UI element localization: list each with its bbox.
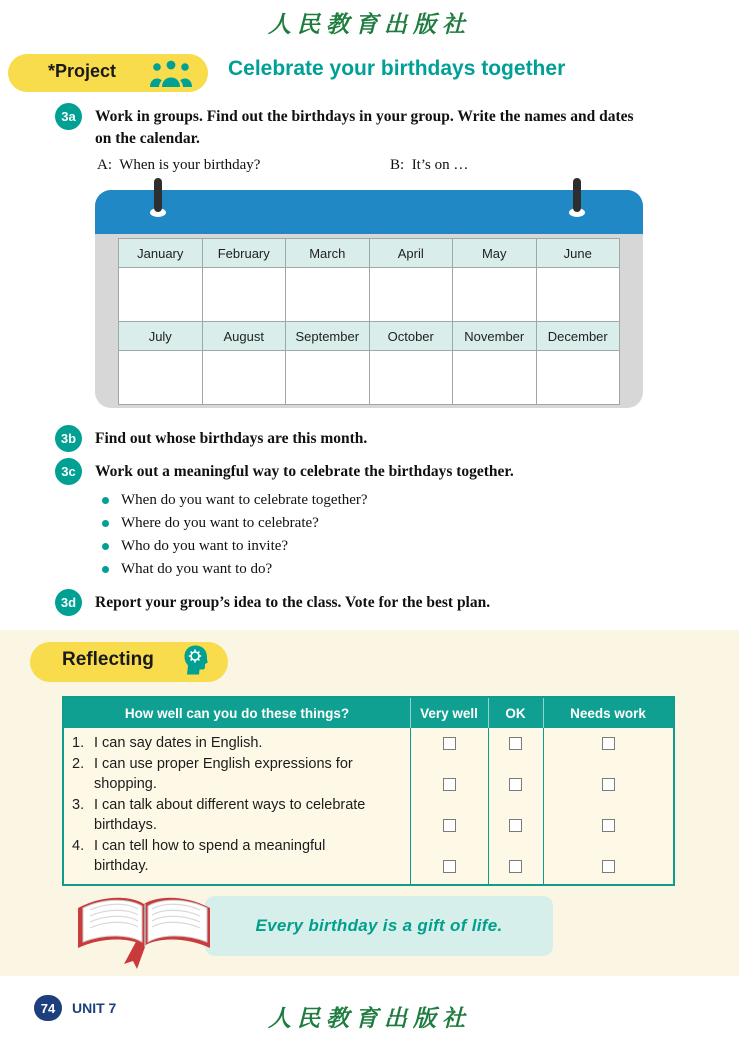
activity-badge-3b: 3b xyxy=(55,425,82,452)
calendar-pin-left-icon xyxy=(150,178,166,224)
bullet-icon xyxy=(102,520,109,527)
dialogue-a-label: A: xyxy=(97,157,112,173)
activity-3d xyxy=(55,588,490,616)
table-row xyxy=(64,795,673,816)
checkbox-very-well[interactable] xyxy=(443,860,456,873)
item-text: birthday. xyxy=(94,858,149,875)
dialogue-b-text: It’s on … xyxy=(411,157,469,173)
table-row xyxy=(64,856,673,877)
checkbox-ok[interactable] xyxy=(509,778,522,791)
activity-3c-instruction: Work out a meaningful way to celebrate the birthdays together. xyxy=(95,463,514,480)
page-number-badge: 74 xyxy=(34,995,62,1021)
month-cell: May xyxy=(453,239,537,268)
write-in-cell xyxy=(453,351,537,405)
checkbox-ok[interactable] xyxy=(509,860,522,873)
table-row xyxy=(64,754,673,775)
activity-3a xyxy=(55,102,647,150)
write-in-cell xyxy=(453,268,537,322)
list-item-text: Where do you want to celebrate? xyxy=(121,515,319,531)
month-cell: November xyxy=(453,322,537,351)
bullet-icon xyxy=(102,543,109,550)
checkbox-needs-work[interactable] xyxy=(602,819,615,832)
item-number: 4. xyxy=(72,837,85,854)
item-text: I can say dates in English. xyxy=(94,735,263,752)
write-in-cell xyxy=(536,351,620,405)
project-label: *Project xyxy=(48,61,117,81)
calendar xyxy=(95,190,643,408)
month-cell: April xyxy=(369,239,453,268)
write-in-row xyxy=(119,268,620,322)
write-in-cell xyxy=(202,268,286,322)
checkbox-very-well[interactable] xyxy=(443,737,456,750)
bullet-icon xyxy=(102,566,109,573)
reflecting-table xyxy=(62,696,675,886)
write-in-cell xyxy=(202,351,286,405)
table-row xyxy=(64,733,673,754)
write-in-cell xyxy=(286,268,370,322)
people-group-icon xyxy=(148,59,194,92)
month-cell: September xyxy=(286,322,370,351)
activity-3d-instruction: Report your group’s idea to the class. Vote for the best plan. xyxy=(95,594,491,611)
month-cell: August xyxy=(202,322,286,351)
checkbox-ok[interactable] xyxy=(509,737,522,750)
activity-3b xyxy=(55,424,367,452)
checkbox-needs-work[interactable] xyxy=(602,778,615,791)
month-cell: March xyxy=(286,239,370,268)
item-text: I can use proper English expressions for xyxy=(94,755,353,772)
page-title: Celebrate your birthdays together xyxy=(228,57,566,80)
calendar-table xyxy=(118,238,620,405)
table-row xyxy=(64,836,673,857)
header-very-well: Very well xyxy=(420,705,478,721)
checkbox-very-well[interactable] xyxy=(443,819,456,832)
list-item-text: What do you want to do? xyxy=(121,561,273,577)
reflecting-table-header xyxy=(64,698,673,728)
calendar-header-bar xyxy=(95,190,643,234)
question-list xyxy=(102,489,368,581)
item-number: 1. xyxy=(72,735,85,752)
item-number: 3. xyxy=(72,796,85,813)
list-item xyxy=(102,558,368,581)
month-cell: January xyxy=(119,239,203,268)
publisher-logo-footer: 人民教育出版社 xyxy=(268,1005,471,1032)
quote-text: Every birthday is a gift of life. xyxy=(255,916,503,935)
calendar-pin-right-icon xyxy=(569,178,585,224)
thinking-head-icon xyxy=(180,644,212,687)
dialogue xyxy=(97,157,642,174)
reflecting-label: Reflecting xyxy=(62,649,154,670)
reflecting-table-body xyxy=(64,728,673,884)
write-in-cell xyxy=(369,351,453,405)
activity-badge-3c: 3c xyxy=(55,458,82,485)
month-header-row xyxy=(119,239,620,268)
table-row xyxy=(64,774,673,795)
month-cell: December xyxy=(536,322,620,351)
item-text: I can talk about different ways to celebrate xyxy=(94,796,366,813)
checkbox-needs-work[interactable] xyxy=(602,737,615,750)
header-questions: How well can you do these things? xyxy=(124,705,350,721)
month-cell: June xyxy=(536,239,620,268)
table-row xyxy=(64,815,673,836)
quote-banner xyxy=(205,896,553,956)
write-in-cell xyxy=(536,268,620,322)
list-item xyxy=(102,535,368,558)
item-text: birthdays. xyxy=(94,817,157,834)
item-text: I can tell how to spend a meaningful xyxy=(94,837,326,854)
activity-badge-3d: 3d xyxy=(55,589,82,616)
write-in-cell xyxy=(119,268,203,322)
unit-label: UNIT 7 xyxy=(72,1000,117,1016)
month-cell: February xyxy=(202,239,286,268)
write-in-cell xyxy=(369,268,453,322)
header-ok: OK xyxy=(505,705,526,721)
open-book-illustration xyxy=(70,886,220,970)
activity-3c xyxy=(55,457,514,485)
list-item xyxy=(102,512,368,535)
month-cell: July xyxy=(119,322,203,351)
dialogue-b-label: B: xyxy=(390,157,405,173)
header-needs-work: Needs work xyxy=(570,705,646,721)
list-item-text: Who do you want to invite? xyxy=(121,538,289,554)
checkbox-ok[interactable] xyxy=(509,819,522,832)
write-in-cell xyxy=(286,351,370,405)
activity-3a-instruction: Work in groups. Find out the birthdays in your group. Write the names and dates on the calendar. xyxy=(95,108,634,147)
activity-badge-3a: 3a xyxy=(55,103,82,130)
write-in-cell xyxy=(119,351,203,405)
list-item-text: When do you want to celebrate together? xyxy=(121,492,368,508)
project-pill xyxy=(8,54,208,92)
activity-3b-instruction: Find out whose birthdays are this month. xyxy=(95,430,368,447)
publisher-logo: 人民教育出版社 xyxy=(268,11,471,38)
item-text: shopping. xyxy=(94,776,157,793)
list-item xyxy=(102,489,368,512)
month-header-row xyxy=(119,322,620,351)
write-in-row xyxy=(119,351,620,405)
reflecting-pill xyxy=(30,642,228,682)
bullet-icon xyxy=(102,497,109,504)
dialogue-a-text: When is your birthday? xyxy=(119,157,261,173)
checkbox-needs-work[interactable] xyxy=(602,860,615,873)
month-cell: October xyxy=(369,322,453,351)
item-number: 2. xyxy=(72,755,85,772)
checkbox-very-well[interactable] xyxy=(443,778,456,791)
